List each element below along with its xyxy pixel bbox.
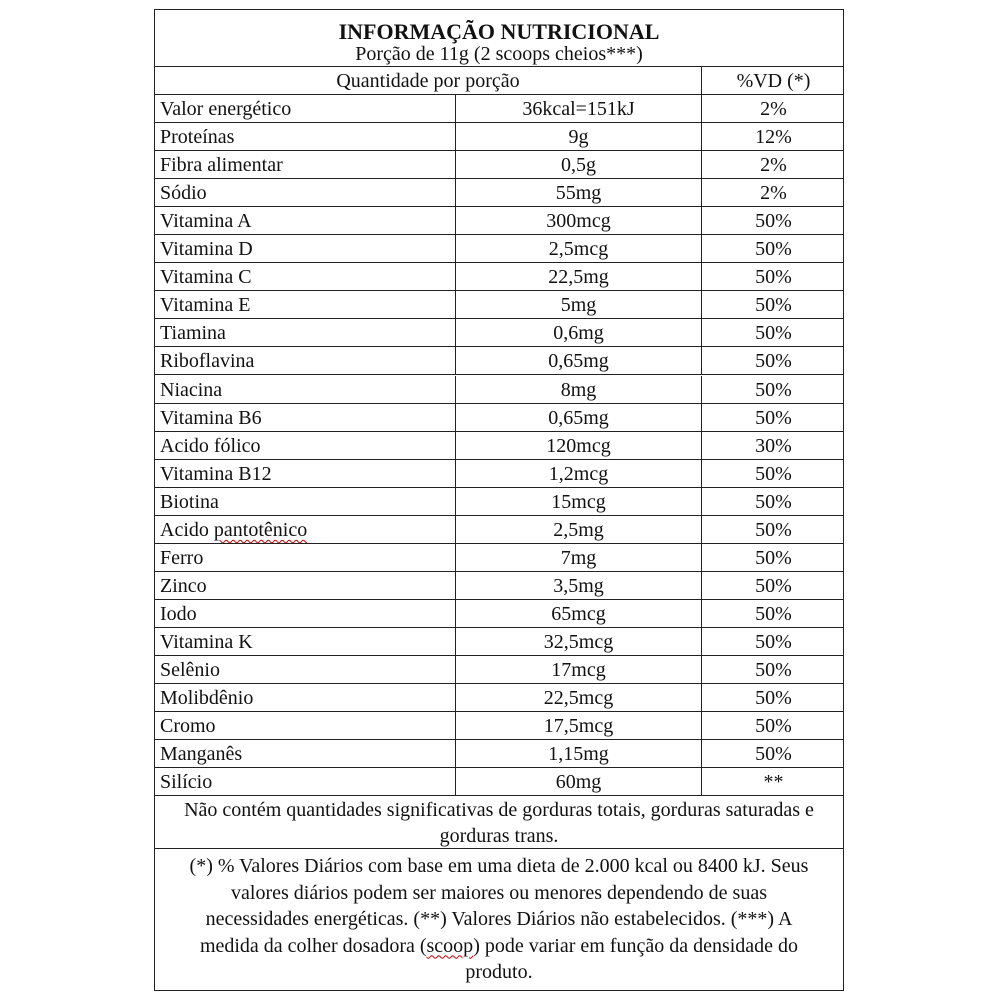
table-row bbox=[155, 319, 843, 347]
table-title: INFORMAÇÃO NUTRICIONAL bbox=[338, 19, 660, 44]
nutrient-quantity: 36kcal=151kJ bbox=[455, 95, 701, 122]
nutrient-name: Iodo bbox=[160, 602, 197, 625]
nutrient-daily-value: 30% bbox=[701, 432, 845, 459]
nutrient-daily-value: 50% bbox=[701, 684, 845, 711]
table-row bbox=[155, 740, 843, 768]
nutrient-daily-value: 50% bbox=[701, 516, 845, 543]
table-title-block bbox=[155, 10, 843, 67]
nutrient-name: Niacina bbox=[160, 378, 223, 401]
footnote bbox=[155, 849, 843, 990]
nutrient-quantity: 60mg bbox=[455, 768, 701, 795]
nutrient-daily-value: 50% bbox=[701, 488, 845, 515]
table-row bbox=[155, 151, 843, 179]
nutrient-quantity: 1,2mcg bbox=[455, 460, 701, 487]
table-row bbox=[155, 263, 843, 291]
nutrient-quantity: 22,5mcg bbox=[455, 684, 701, 711]
nutrient-quantity: 120mcg bbox=[455, 432, 701, 459]
nutrient-quantity: 15mcg bbox=[455, 488, 701, 515]
nutrition-facts-table bbox=[154, 9, 844, 991]
table-row bbox=[155, 488, 843, 516]
nutrient-daily-value: 50% bbox=[701, 600, 845, 627]
nutrient-name: Vitamina A bbox=[160, 210, 252, 233]
quantity-header: Quantidade por porção bbox=[336, 70, 520, 92]
nutrient-quantity: 5mg bbox=[455, 291, 701, 318]
nutrient-daily-value: 50% bbox=[701, 376, 845, 403]
nutrient-name: Tiamina bbox=[160, 322, 226, 345]
nutrient-name: Manganês bbox=[160, 743, 243, 766]
table-row bbox=[155, 544, 843, 572]
table-row bbox=[155, 179, 843, 207]
nutrient-quantity: 22,5mg bbox=[455, 263, 701, 290]
nutrient-quantity: 9g bbox=[455, 123, 701, 150]
table-row bbox=[155, 712, 843, 740]
table-row bbox=[155, 376, 843, 404]
fats-note bbox=[155, 796, 843, 849]
nutrient-name: Acido fólico bbox=[160, 434, 261, 457]
nutrient-quantity: 1,15mg bbox=[455, 740, 701, 767]
table-row bbox=[155, 768, 843, 796]
nutrient-name: Biotina bbox=[160, 490, 219, 513]
nutrient-name: Ferro bbox=[160, 546, 204, 569]
nutrient-quantity: 17,5mcg bbox=[455, 712, 701, 739]
nutrient-name: Molibdênio bbox=[160, 687, 254, 710]
nutrient-name: Zinco bbox=[160, 574, 207, 597]
nutrient-quantity: 300mcg bbox=[455, 207, 701, 234]
nutrient-name: Sódio bbox=[160, 182, 207, 205]
table-row bbox=[155, 291, 843, 319]
table-row bbox=[155, 347, 843, 375]
nutrient-daily-value: 50% bbox=[701, 656, 845, 683]
nutrient-daily-value: 50% bbox=[701, 740, 845, 767]
nutrient-daily-value: 50% bbox=[701, 291, 845, 318]
nutrient-quantity: 55mg bbox=[455, 179, 701, 206]
nutrient-name: Fibra alimentar bbox=[160, 154, 283, 177]
nutrient-name: Vitamina B6 bbox=[160, 406, 262, 429]
nutrient-name: Vitamina C bbox=[160, 266, 252, 289]
nutrient-name: Riboflavina bbox=[160, 350, 255, 373]
table-row bbox=[155, 684, 843, 712]
nutrient-daily-value: 12% bbox=[701, 123, 845, 150]
footnote-text: (*) % Valores Diários com base em uma dieta de 2.000 kcal ou 8400 kJ. Seus valores diários podem ser maiores ou menores dependendo de suas necessidades energéticas. (**) Valores Diários não estabelecidos. (***) A medida da colher dosadora (scoop) pode variar em função da densidade do produto. bbox=[189, 855, 809, 983]
nutrient-daily-value: 50% bbox=[701, 404, 845, 431]
nutrient-daily-value: 2% bbox=[701, 95, 845, 122]
nutrient-daily-value: 2% bbox=[701, 179, 845, 206]
nutrient-name: Cromo bbox=[160, 715, 216, 738]
table-row bbox=[155, 572, 843, 600]
nutrient-name: Selênio bbox=[160, 659, 220, 681]
table-header-row bbox=[155, 67, 843, 95]
nutrient-name: Vitamina K bbox=[160, 630, 253, 653]
nutrient-daily-value: 50% bbox=[701, 235, 845, 262]
nutrient-daily-value: 50% bbox=[701, 572, 845, 599]
nutrient-quantity: 0,5g bbox=[455, 151, 701, 178]
nutrient-name: Vitamina B12 bbox=[160, 462, 272, 485]
nutrient-quantity: 17mcg bbox=[455, 656, 701, 683]
nutrient-daily-value: ** bbox=[701, 768, 845, 795]
nutrient-name: Acido pantotênico bbox=[160, 518, 308, 541]
nutrient-daily-value: 50% bbox=[701, 319, 845, 346]
table-row bbox=[155, 516, 843, 544]
table-row bbox=[155, 95, 843, 123]
fats-note-text: Não contém quantidades significativas de gorduras totais, gorduras saturadas e gorduras trans. bbox=[184, 799, 814, 847]
nutrient-daily-value: 50% bbox=[701, 347, 845, 374]
nutrient-daily-value: 50% bbox=[701, 207, 845, 234]
nutrient-quantity: 2,5mcg bbox=[455, 235, 701, 262]
nutrient-name: Vitamina E bbox=[160, 294, 251, 317]
nutrient-daily-value: 50% bbox=[701, 460, 845, 487]
nutrient-quantity: 0,65mg bbox=[455, 404, 701, 431]
nutrient-name: Silício bbox=[160, 771, 213, 794]
vd-header: %VD (*) bbox=[701, 67, 845, 94]
nutrient-name: Proteínas bbox=[160, 126, 235, 149]
table-row bbox=[155, 235, 843, 263]
nutrient-name: Vitamina D bbox=[160, 238, 253, 261]
nutrient-quantity: 0,6mg bbox=[455, 319, 701, 346]
table-row bbox=[155, 628, 843, 656]
nutrient-quantity: 65mcg bbox=[455, 600, 701, 627]
nutrient-quantity: 7mg bbox=[455, 544, 701, 571]
nutrient-quantity: 0,65mg bbox=[455, 347, 701, 374]
table-row bbox=[155, 600, 843, 628]
table-row bbox=[155, 432, 843, 460]
table-row bbox=[155, 404, 843, 432]
nutrient-quantity: 8mg bbox=[455, 376, 701, 403]
nutrient-daily-value: 50% bbox=[701, 544, 845, 571]
nutrient-quantity: 2,5mg bbox=[455, 516, 701, 543]
nutrient-daily-value: 50% bbox=[701, 712, 845, 739]
serving-size: Porção de 11g (2 scoops cheios***) bbox=[355, 43, 643, 65]
table-row bbox=[155, 656, 843, 684]
table-row bbox=[155, 460, 843, 488]
nutrient-daily-value: 2% bbox=[701, 151, 845, 178]
nutrient-daily-value: 50% bbox=[701, 263, 845, 290]
nutrient-name: Valor energético bbox=[160, 98, 292, 120]
table-row bbox=[155, 207, 843, 235]
nutrient-quantity: 32,5mcg bbox=[455, 628, 701, 655]
nutrient-quantity: 3,5mg bbox=[455, 572, 701, 599]
nutrient-daily-value: 50% bbox=[701, 628, 845, 655]
table-row bbox=[155, 123, 843, 151]
